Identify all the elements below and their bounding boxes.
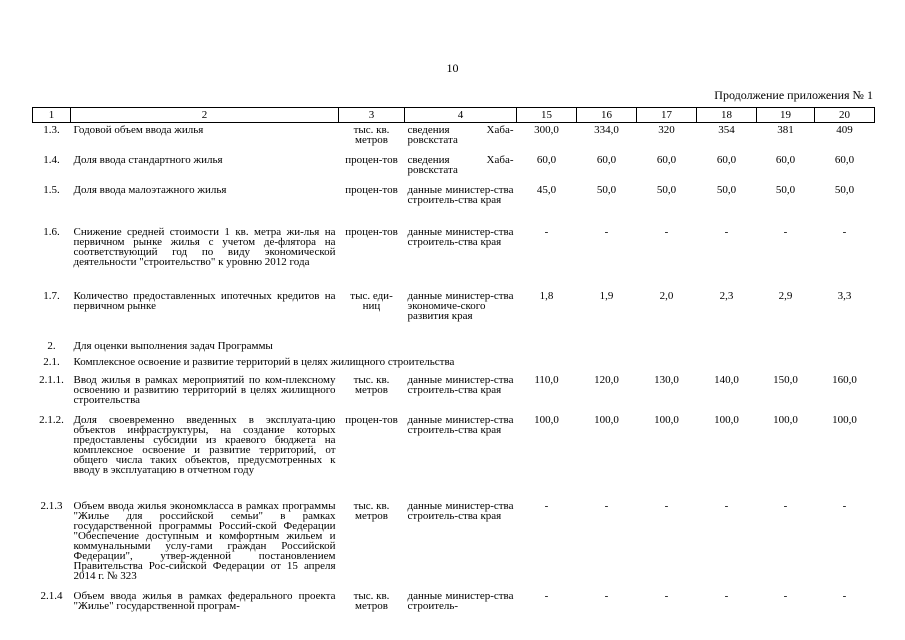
row-number: 2.1.4	[40, 590, 63, 602]
indicator-name: Снижение средней стоимости 1 кв. метра жи-лья на первичном рынке жилья с учетом де-флятора на соответствующий год по виду экономической деятельности "строительство" к уровню 2012 года	[73, 226, 336, 268]
value-cell: -	[842, 500, 847, 512]
unit: тыс. еди-ниц	[350, 290, 393, 312]
value-cell: 354	[718, 124, 735, 136]
value-cell: 120,0	[594, 374, 619, 386]
header-cell: 20	[815, 108, 875, 123]
appendix-continuation-label: Продолжение приложения № 1	[714, 88, 873, 102]
value-cell: 3,3	[837, 290, 852, 302]
row-number: 1.6.	[43, 226, 60, 238]
value-cell: -	[544, 226, 549, 238]
value-cell: 50,0	[596, 184, 617, 196]
value-cell: 381	[777, 124, 794, 136]
value-cell: 100,0	[534, 414, 559, 426]
table-row	[33, 413, 875, 499]
value-cell: 160,0	[832, 374, 857, 386]
table-header-row	[33, 108, 875, 123]
value-cell: 1,9	[599, 290, 614, 302]
value-cell: 100,0	[654, 414, 679, 426]
unit: тыс. кв. метров	[353, 500, 390, 522]
table-row	[33, 225, 875, 289]
page-number: 10	[446, 61, 459, 75]
table-row	[33, 123, 875, 154]
header-cell: 1	[33, 108, 71, 123]
data-source: данные министер-ства строитель-	[407, 590, 514, 612]
unit: процен-тов	[345, 414, 398, 426]
header-cell: 2	[71, 108, 339, 123]
indicators-table	[32, 107, 875, 621]
section-row	[33, 355, 875, 373]
row-number: 1.7.	[43, 290, 60, 302]
indicator-name: Доля ввода стандартного жилья	[73, 154, 223, 166]
value-cell: 50,0	[834, 184, 855, 196]
value-cell: 150,0	[773, 374, 798, 386]
value-cell: 60,0	[536, 154, 557, 166]
indicator-name: Объем ввода жилья экономкласса в рамках программы "Жилье для российской семьи" в рамках государственной программы Россий-ской Федерации "Обеспечение доступным и комфортным жильем и коммунальными услу-гами граждан Российской Федерации", утвер-жденной постановлением Правительства Рос-сийской Федерации от 15 апреля 2014 г. № 323	[73, 500, 336, 582]
value-cell: -	[664, 500, 669, 512]
row-number: 1.3.	[43, 124, 60, 136]
header-cell: 4	[405, 108, 517, 123]
unit: процен-тов	[345, 226, 398, 238]
value-cell: -	[724, 500, 729, 512]
value-cell: -	[842, 590, 847, 602]
value-cell: -	[724, 226, 729, 238]
row-number: 1.5.	[43, 184, 60, 196]
value-cell: 100,0	[773, 414, 798, 426]
value-cell: -	[544, 590, 549, 602]
row-number: 2.1.	[43, 356, 60, 368]
value-cell: 60,0	[596, 154, 617, 166]
table-row	[33, 589, 875, 621]
data-source: сведения Хаба-ровскстата	[407, 124, 514, 146]
table-row	[33, 289, 875, 339]
value-cell: 100,0	[832, 414, 857, 426]
value-cell: 140,0	[714, 374, 739, 386]
value-cell: -	[842, 226, 847, 238]
value-cell: -	[664, 590, 669, 602]
indicator-name: Ввод жилья в рамках мероприятий по ком-плексному освоению и развитию территорий в целях жилищного строительства	[73, 374, 336, 406]
table-row	[33, 499, 875, 589]
unit: процен-тов	[345, 184, 398, 196]
row-number: 1.4.	[43, 154, 60, 166]
header-cell: 19	[757, 108, 815, 123]
row-number: 2.	[47, 340, 56, 352]
value-cell: 2,0	[659, 290, 674, 302]
value-cell: 45,0	[536, 184, 557, 196]
data-source: данные министер-ства строитель-ства края	[407, 414, 514, 436]
value-cell: 100,0	[714, 414, 739, 426]
value-cell: 409	[836, 124, 853, 136]
value-cell: 50,0	[656, 184, 677, 196]
header-cell: 18	[697, 108, 757, 123]
value-cell: 2,9	[778, 290, 793, 302]
value-cell: -	[724, 590, 729, 602]
data-source: данные министер-ства строитель-ства края	[407, 226, 514, 248]
indicator-name: Доля ввода малоэтажного жилья	[73, 184, 227, 196]
value-cell: 110,0	[534, 374, 559, 386]
unit: тыс. кв. метров	[353, 124, 390, 146]
value-cell: -	[604, 226, 609, 238]
row-number: 2.1.2.	[39, 414, 64, 426]
value-cell: 2,3	[719, 290, 734, 302]
unit: тыс. кв. метров	[353, 374, 390, 396]
unit: процен-тов	[345, 154, 398, 166]
value-cell: -	[604, 590, 609, 602]
indicator-name: Доля своевременно введенных в эксплуата-цию объектов инфраструктуры, на создание которых предоставлены субсидии из краевого бюджета на комплексное освоение и развитие территорий, от общего числа таких объектов, предусмотренных к вводу в эксплуатацию в отчетном году	[73, 414, 336, 476]
header-cell: 3	[339, 108, 405, 123]
value-cell: 50,0	[716, 184, 737, 196]
table-row	[33, 183, 875, 225]
value-cell: -	[544, 500, 549, 512]
header-cell: 16	[577, 108, 637, 123]
header-cell: 15	[517, 108, 577, 123]
value-cell: 60,0	[716, 154, 737, 166]
value-cell: 130,0	[654, 374, 679, 386]
value-cell: -	[783, 500, 788, 512]
section-row	[33, 339, 875, 355]
table-row	[33, 153, 875, 183]
data-source: данные министер-ства экономиче-ского развития края	[407, 290, 514, 322]
unit: тыс. кв. метров	[353, 590, 390, 612]
table-row	[33, 373, 875, 413]
value-cell: 1,8	[539, 290, 554, 302]
indicator-name: Количество предоставленных ипотечных кредитов на первичном рынке	[73, 290, 336, 312]
value-cell: 320	[658, 124, 675, 136]
row-number: 2.1.1.	[39, 374, 64, 386]
value-cell: 60,0	[656, 154, 677, 166]
data-source: данные министер-ства строитель-ства края	[407, 184, 514, 206]
value-cell: 100,0	[594, 414, 619, 426]
indicator-name: Годовой объем ввода жилья	[73, 124, 204, 136]
value-cell: 50,0	[775, 184, 796, 196]
value-cell: -	[783, 590, 788, 602]
header-cell: 17	[637, 108, 697, 123]
data-source: данные министер-ства строитель-ства края	[407, 374, 514, 396]
value-cell: -	[604, 500, 609, 512]
value-cell: -	[664, 226, 669, 238]
indicator-name: Объем ввода жилья в рамках федерального проекта "Жилье" государственной програм-	[73, 590, 336, 612]
value-cell: 334,0	[594, 124, 619, 136]
value-cell: 60,0	[775, 154, 796, 166]
value-cell: 300,0	[534, 124, 559, 136]
section-heading: Для оценки выполнения задач Программы	[73, 340, 273, 352]
row-number: 2.1.3	[40, 500, 63, 512]
data-source: данные министер-ства строитель-ства края	[407, 500, 514, 522]
section-heading: Комплексное освоение и развитие территорий в целях жилищного строительства	[73, 356, 455, 368]
data-source: сведения Хаба-ровскстата	[407, 154, 514, 176]
value-cell: -	[783, 226, 788, 238]
value-cell: 60,0	[834, 154, 855, 166]
